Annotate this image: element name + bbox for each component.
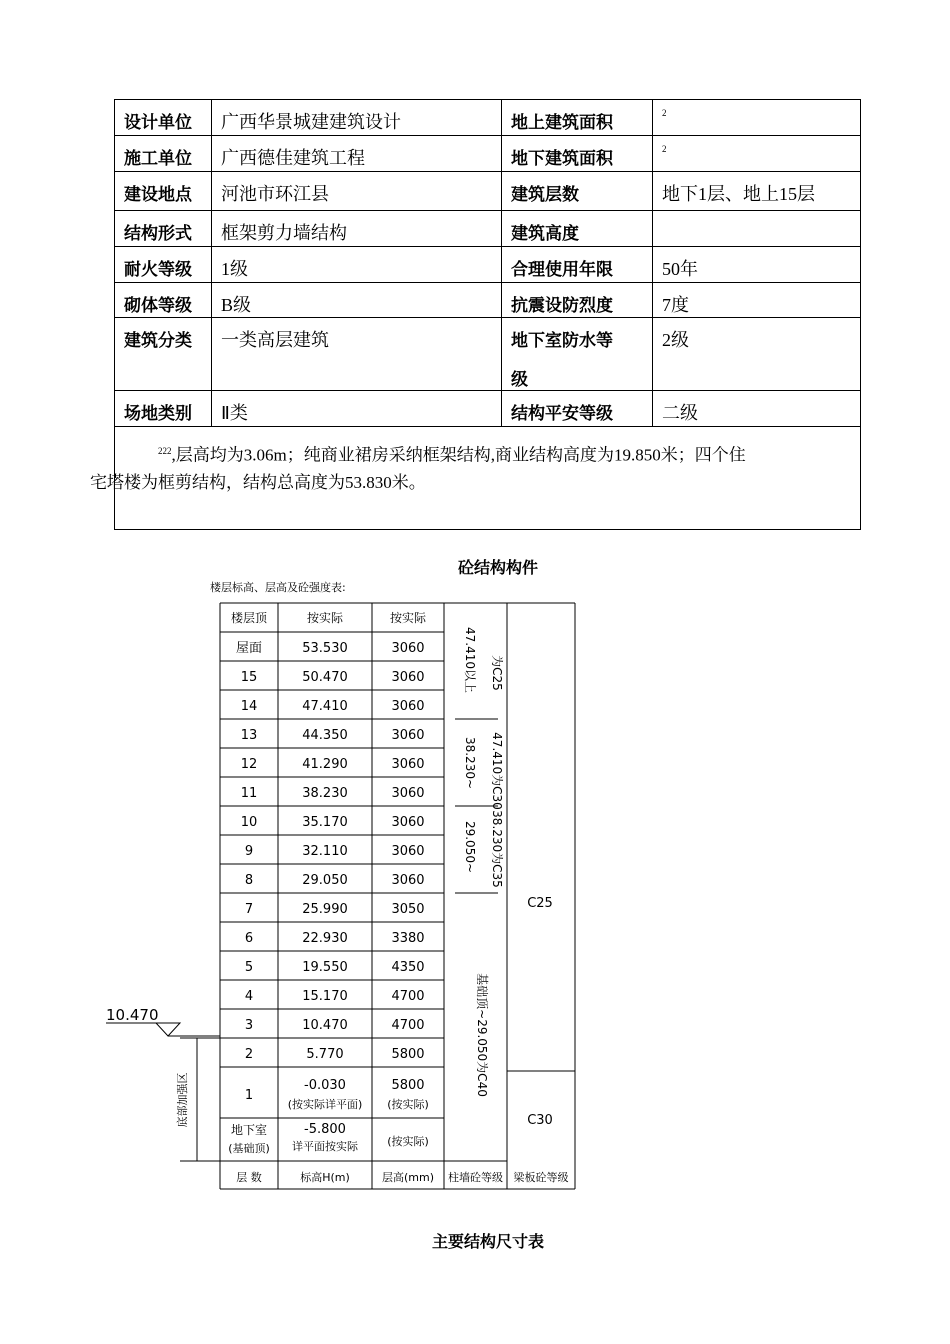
floor-height-note: (按实际) [387,1098,429,1111]
beam-grade-label: C25 [527,896,553,911]
floor-elevation: 47.410 [302,699,348,714]
project-info-table [90,99,861,530]
zone-label: 底部加强区 [176,1072,189,1128]
floor-height: 3060 [391,815,425,830]
column-grade-label: 基础顶~29.050为C40 [475,973,489,1097]
section-title-structure-dimensions: 主要结构尺寸表 [432,1232,545,1251]
footer-label: 柱墙砼等级 [448,1171,503,1184]
field-label: 耐火等级 [115,247,212,283]
field-value: B级 [212,283,502,318]
floor-elevation: 44.350 [302,728,348,743]
floor-elevation: 25.990 [302,902,348,917]
floor-number: 8 [244,873,254,888]
floor-elevation: 29.050 [302,873,348,888]
level-mark-value: 10.470 [106,1006,159,1024]
field-label: 设计单位 [115,100,212,136]
field-label: 场地类别 [115,391,212,427]
floor-number: 13 [240,728,258,743]
floor-number: 14 [240,699,258,714]
floor-elevation-concrete-drawing [100,575,580,1195]
floor-height: 3380 [391,931,425,946]
info-row [115,391,861,427]
floor-number: 6 [244,931,254,946]
floor-elevation: 53.530 [302,641,348,656]
field-label: 施工单位 [115,136,212,172]
field-value: 广西德佳建筑工程 [212,136,502,172]
field-value: 一类高层建筑 [212,318,502,391]
field-label: 建筑高度 [502,211,653,247]
info-row [115,318,861,391]
floor-height: 3060 [391,844,425,859]
floor-elevation: -5.800 [304,1122,346,1137]
footer-label: 梁板砼等级 [513,1171,569,1184]
floor-elevation: 50.470 [302,670,348,685]
floor-height: 5800 [391,1078,425,1093]
header-label: 按实际 [306,611,344,625]
field-value: 1级 [212,247,502,283]
column-grade-label: 47.410为C30 [490,732,504,810]
field-value: 2级 [653,318,861,391]
field-value: 框架剪力墙结构 [212,211,502,247]
field-label: 结构平安等级 [502,391,653,427]
field-value: 2 [653,136,861,172]
field-value [653,211,861,247]
footer-label: 标高H(m) [300,1171,350,1184]
floor-height: 3060 [391,641,425,656]
floor-number: 2 [244,1047,254,1062]
superscript-note: 222 [158,446,172,456]
floor-elevation: -0.030 [304,1078,346,1093]
floor-height: 3060 [391,670,425,685]
floor-number: 屋面 [235,641,263,656]
floor-height: 3060 [391,873,425,888]
floor-height: 3060 [391,699,425,714]
info-row [115,136,861,172]
field-label: 抗震设防烈度 [502,283,653,318]
floor-height: 4700 [391,1018,425,1033]
floor-number: 7 [244,902,254,917]
field-label: 地上建筑面积 [502,100,653,136]
floor-elevation-note: 详平面按实际 [292,1140,358,1153]
floor-height: 3060 [391,786,425,801]
field-value: Ⅱ类 [212,391,502,427]
drawing-caption: 楼层标高、层高及砼强度表: [210,581,346,594]
field-value: 50年 [653,247,861,283]
description-line-1: ,层高均为3.06m；纯商业裙房采纳框架结构,商业结构高度为19.850米；四个住 [171,445,746,465]
field-value: 2 [653,100,861,136]
floor-number: 地下室 [230,1123,268,1137]
floor-height: 3060 [391,757,425,772]
info-row [115,100,861,136]
floor-height: 5800 [391,1047,425,1062]
column-grade-label: 38.230为C35 [490,810,504,888]
floor-number: 4 [244,989,254,1004]
beam-grade-label: C30 [527,1113,553,1128]
floor-elevation: 19.550 [302,960,348,975]
field-value: 二级 [653,391,861,427]
floor-number: 3 [244,1018,254,1033]
floor-elevation: 5.770 [306,1047,344,1062]
field-label: 地下室防水等 级 [502,318,653,391]
description-row [115,427,861,530]
info-row [115,283,861,318]
field-value: 广西华景城建建筑设计 [212,100,502,136]
field-label: 合理使用年限 [502,247,653,283]
floor-number: 9 [244,844,254,859]
floor-number: 11 [240,786,258,801]
header-label: 按实际 [389,611,427,625]
field-label: 结构形式 [115,211,212,247]
floor-number: 5 [244,960,254,975]
floor-number: 1 [244,1088,254,1103]
floor-elevation-note: (按实际详平面) [287,1098,363,1111]
field-label: 建筑分类 [115,318,212,391]
field-value: 地下1层、地上15层 [653,172,861,211]
info-row [115,211,861,247]
field-label: 建设地点 [115,172,212,211]
column-grade-label: 为C25 [490,655,504,691]
section-title-concrete-members: 砼结构构件 [458,558,539,577]
floor-number-note: (基础顶) [228,1142,270,1155]
field-value: 7度 [653,283,861,318]
field-label: 砌体等级 [115,283,212,318]
floor-elevation: 38.230 [302,786,348,801]
floor-height-note: (按实际) [387,1135,429,1148]
field-value: 河池市环江县 [212,172,502,211]
floor-height: 4700 [391,989,425,1004]
description-line-2: 宅塔楼为框剪结构，结构总高度为53.830米。 [90,472,426,492]
floor-height: 3060 [391,728,425,743]
floor-number: 15 [240,670,258,685]
column-grade-label: 47.410以上 [463,627,477,693]
info-row [115,172,861,211]
header-label: 楼层顶 [230,611,268,625]
floor-number: 12 [240,757,258,772]
floor-elevation: 15.170 [302,989,348,1004]
floor-elevation: 22.930 [302,931,348,946]
column-grade-label: 38.230~ [463,736,477,790]
floor-elevation: 41.290 [302,757,348,772]
floor-elevation: 35.170 [302,815,348,830]
info-row [115,247,861,283]
column-grade-label: 29.050~ [463,820,477,874]
footer-label: 层 数 [236,1171,262,1184]
level-triangle-icon [156,1023,180,1036]
floor-height: 4350 [391,960,425,975]
floor-elevation: 10.470 [302,1018,348,1033]
project-description [90,427,861,530]
floor-elevation: 32.110 [302,844,348,859]
field-label: 建筑层数 [502,172,653,211]
footer-label: 层高(mm) [381,1171,435,1184]
floor-height: 3050 [391,902,425,917]
floor-number: 10 [240,815,258,830]
field-label: 地下建筑面积 [502,136,653,172]
